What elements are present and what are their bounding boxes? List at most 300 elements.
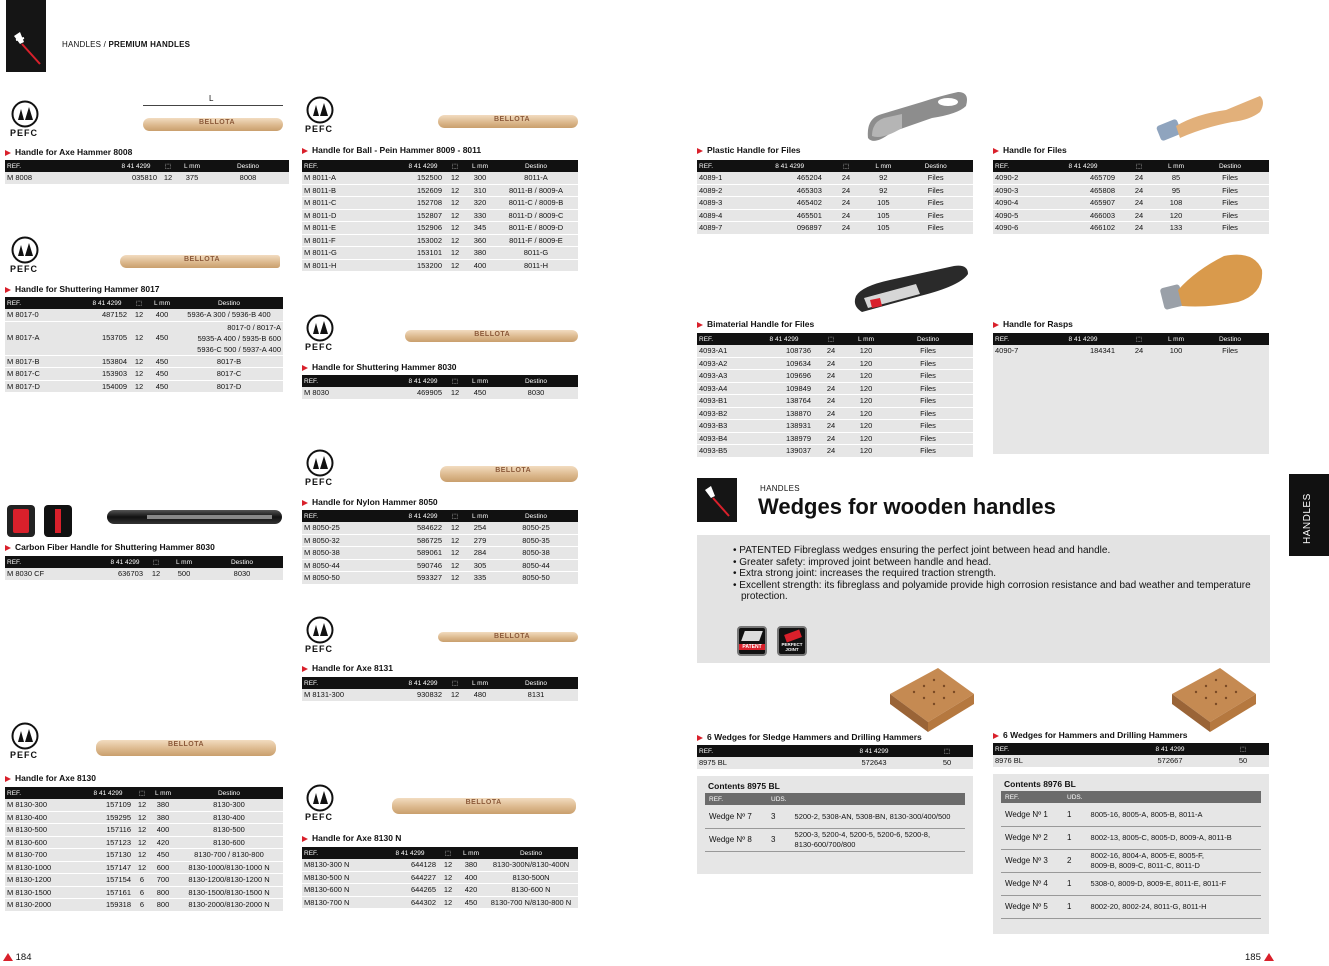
box-icon: ⬚ — [133, 787, 151, 799]
cell-length: 700 — [151, 874, 175, 887]
cell-qty: 12 — [133, 811, 151, 824]
cell-destino: Files — [883, 432, 973, 445]
table-row — [302, 222, 578, 235]
page-number-left: 184 — [3, 952, 32, 963]
contents-box — [993, 774, 1269, 934]
product-title: Handle for Axe Hammer 8008 — [5, 147, 132, 157]
handle-image: BELLOTA — [405, 330, 578, 342]
col-length: L mm — [167, 556, 201, 568]
cell-ref: 4089-4 — [697, 209, 755, 222]
cell-destino: Files — [1191, 345, 1269, 357]
cell-destino: Files — [898, 197, 973, 210]
cell-ean: 138931 — [755, 420, 813, 433]
cell-destino: 8011-G — [494, 247, 578, 260]
table-row — [5, 321, 283, 355]
cell-ref: M 8011-A — [302, 172, 402, 184]
category-icon-box — [6, 0, 46, 72]
cell-destino: 8011-D / 8009-C — [494, 209, 578, 222]
cell-qty: 24 — [1117, 172, 1161, 184]
cell-ref: 4093-A2 — [697, 357, 755, 370]
cell-qty: 12 — [444, 222, 466, 235]
cell-destino: Files — [883, 407, 973, 420]
pefc-tree-icon — [303, 96, 337, 124]
cell-length: 450 — [466, 387, 494, 399]
table-row — [5, 355, 283, 368]
box-icon: ⬚ — [444, 677, 466, 689]
cell-qty: 12 — [444, 172, 466, 184]
cell-qty: 12 — [145, 568, 167, 580]
cell-length: 800 — [151, 886, 175, 899]
cell-ean: 465303 — [755, 184, 823, 197]
cell-qty: 12 — [444, 559, 466, 572]
product-table — [302, 160, 578, 272]
cell-length: 310 — [466, 184, 494, 197]
col-length: L mm — [466, 375, 494, 387]
col-length: L mm — [458, 847, 484, 859]
product-title: Handle for Shuttering Hammer 8017 — [5, 284, 160, 294]
col-destino: Destino — [494, 677, 578, 689]
table-row — [697, 395, 973, 408]
cell-length: 108 — [1161, 197, 1191, 210]
cell-ean: 586725 — [402, 534, 444, 547]
cell-uds: 1 — [1063, 803, 1087, 826]
cell-ref: 4090-4 — [993, 197, 1049, 210]
cell-qty: 12 — [438, 884, 458, 897]
cell-ean: 035810 — [113, 172, 159, 184]
cell-ref: M 8050-32 — [302, 534, 402, 547]
cell-ref: 4093-A1 — [697, 345, 755, 357]
cell-ref: 4090-2 — [993, 172, 1049, 184]
cell-wedge: Wedge Nº 2 — [1001, 826, 1063, 849]
cell-ref: 4089-7 — [697, 222, 755, 235]
cell-ean: 159318 — [83, 899, 133, 912]
cell-destino: 8130-1200/8130-1200 N — [175, 874, 283, 887]
bellota-logo-icon — [1264, 953, 1274, 961]
cell-ref: M 8011-C — [302, 197, 402, 210]
cell-ref: M 8011-E — [302, 222, 402, 235]
table-row — [302, 534, 578, 547]
cell-destino: Files — [898, 172, 973, 184]
cell-compatible: 5200-3, 5200-4, 5200-5, 5200-6, 5200-8, 8130-600/700/800 — [791, 828, 965, 851]
col-length: L mm — [466, 160, 494, 172]
table-row — [302, 559, 578, 572]
dimension-line: L — [143, 102, 283, 110]
wedge-product-table — [697, 745, 973, 770]
cell-ean: 157147 — [83, 861, 133, 874]
pefc-logo — [303, 96, 343, 136]
cell-destino: 8130-2000/8130-2000 N — [175, 899, 283, 912]
cell-ref: 4093-B3 — [697, 420, 755, 433]
cell-ean: 584622 — [402, 522, 444, 534]
cell-length: 120 — [849, 370, 883, 383]
table-row — [302, 172, 578, 184]
cell-compatible: 5200-2, 5308-AN, 5308-BN, 8130-300/400/500 — [791, 805, 965, 828]
col-ref: REF. — [5, 160, 113, 172]
cell-uds: 1 — [1063, 872, 1087, 895]
col-ean: 8 41 4299 — [402, 160, 444, 172]
table-row — [302, 859, 578, 871]
cell-qty: 24 — [813, 395, 849, 408]
col-ref: REF. — [697, 160, 755, 172]
cell-wedge: Wedge Nº 7 — [705, 805, 767, 828]
cell-qty: 12 — [444, 689, 466, 701]
table-row — [302, 547, 578, 560]
product-title: Handle for Axe 8131 — [302, 663, 393, 673]
cell-destino: 8017-0 / 8017-A 5935-A 400 / 5935-B 600 5936-C 500 / 5937-A 400 — [175, 321, 283, 355]
col-length: L mm — [151, 787, 175, 799]
table-row — [302, 572, 578, 585]
cell-length: 420 — [458, 884, 484, 897]
cell-qty: 12 — [129, 368, 149, 381]
pefc-tree-icon — [303, 784, 337, 812]
cell-ean: 644265 — [382, 884, 438, 897]
cell-destino: 8130-1000/8130-1000 N — [175, 861, 283, 874]
cell-qty: 12 — [444, 259, 466, 272]
cell-ref: M 8030 — [302, 387, 402, 399]
cell-length: 105 — [868, 222, 898, 235]
cell-ref: 4093-B4 — [697, 432, 755, 445]
wedge-product-table — [993, 743, 1269, 768]
cell-destino: 8050-35 — [494, 534, 578, 547]
cell-qty: 12 — [133, 861, 151, 874]
cell-ref: M 8008 — [5, 172, 113, 184]
plastic-file-handle-image — [862, 88, 972, 148]
col-ref: REF. — [302, 375, 402, 387]
cell-ean: 465808 — [1049, 184, 1117, 197]
table-row — [697, 184, 973, 197]
box-icon: ⬚ — [444, 375, 466, 387]
cell-ean: 157130 — [83, 849, 133, 862]
cell-length: 450 — [149, 321, 175, 355]
product-table — [5, 556, 283, 581]
cell-length: 375 — [177, 172, 207, 184]
cell-length: 800 — [151, 899, 175, 912]
box-icon: ⬚ — [145, 556, 167, 568]
col-ref: REF. — [697, 333, 755, 345]
table-row — [5, 886, 283, 899]
feature-item: • Greater safety: improved joint between handle and head. — [733, 557, 1253, 569]
cell-length: 400 — [149, 309, 175, 321]
cell-qty: 12 — [444, 547, 466, 560]
box-icon: ⬚ — [1117, 160, 1161, 172]
col-ean: 8 41 4299 — [83, 787, 133, 799]
col-ean: 8 41 4299 — [402, 510, 444, 522]
cell-qty: 12 — [444, 522, 466, 534]
table-row — [993, 209, 1269, 222]
cell-length: 330 — [466, 209, 494, 222]
col-ref: REF. — [5, 297, 85, 309]
cell-ean: 109849 — [755, 382, 813, 395]
cell-destino: 8130-600 — [175, 836, 283, 849]
cell-length: 400 — [466, 259, 494, 272]
product-title: Handle for Axe 8130 — [5, 773, 96, 783]
cell-ean: 644302 — [382, 896, 438, 909]
pefc-tree-icon — [8, 722, 42, 750]
cell-qty: 24 — [824, 209, 868, 222]
cell-ref: M 8011-B — [302, 184, 402, 197]
cell-ref: M 8050-50 — [302, 572, 402, 585]
cell-qty: 24 — [813, 420, 849, 433]
table-row — [5, 861, 283, 874]
cell-destino: 8131 — [494, 689, 578, 701]
cell-ean: 157161 — [83, 886, 133, 899]
pefc-tree-icon — [8, 100, 42, 128]
box-icon: ⬚ — [824, 160, 868, 172]
cell-length: 120 — [849, 382, 883, 395]
side-tab-handles[interactable]: HANDLES — [1289, 474, 1329, 556]
cell-ref: M 8130-1200 — [5, 874, 83, 887]
product-table — [302, 510, 578, 585]
cell-ref: M 8130-1000 — [5, 861, 83, 874]
table-row — [5, 811, 283, 824]
cell-destino: 8017-D — [175, 380, 283, 393]
table-row — [697, 370, 973, 383]
cell-ref: 4093-B5 — [697, 445, 755, 458]
cell-compatible: 8002-13, 8005-C, 8005-D, 8009-A, 8011-B — [1087, 826, 1261, 849]
table-row — [5, 799, 283, 811]
patent-badge: PATENT — [737, 626, 767, 656]
box-icon: ⬚ — [1217, 743, 1269, 755]
cell-destino: 8011-F / 8009-E — [494, 234, 578, 247]
cell-destino: Files — [1191, 209, 1269, 222]
cell-qty: 12 — [444, 572, 466, 585]
handle-image: BELLOTA — [120, 255, 280, 268]
cell-ean: 139037 — [755, 445, 813, 458]
cell-qty: 24 — [1117, 209, 1161, 222]
table-row — [5, 874, 283, 887]
col-ref: REF. — [302, 160, 402, 172]
cell-destino: 8130-500 — [175, 824, 283, 837]
product-table — [697, 333, 973, 458]
cell-ean: 154009 — [85, 380, 129, 393]
cell-qty: 12 — [444, 534, 466, 547]
cell-ean: 138979 — [755, 432, 813, 445]
cell-ref: M 8017-C — [5, 368, 85, 381]
table-row — [5, 836, 283, 849]
pefc-logo — [303, 449, 343, 489]
col-ref: REF. — [302, 847, 382, 859]
cell-ean: 152708 — [402, 197, 444, 210]
cell-destino: 8011-H — [494, 259, 578, 272]
box-icon: ⬚ — [444, 510, 466, 522]
cell-qty: 24 — [1117, 184, 1161, 197]
cell-compatible: 8005-16, 8005-A, 8005-B, 8011-A — [1087, 803, 1261, 826]
cell-ref: M8130-600 N — [302, 884, 382, 897]
cell-ean: 487152 — [85, 309, 129, 321]
cell-length: 120 — [849, 432, 883, 445]
cell-ref: M 8017-A — [5, 321, 85, 355]
cell-destino: 8130-700 N/8130-800 N — [484, 896, 578, 909]
col-ref: REF. — [5, 556, 105, 568]
cell-length: 254 — [466, 522, 494, 534]
cell-destino: 8130-600 N — [484, 884, 578, 897]
handle-image: BELLOTA — [392, 798, 576, 814]
col-ref: REF. — [302, 677, 402, 689]
cell-qty: 24 — [813, 432, 849, 445]
col-ref: REF. — [302, 510, 402, 522]
pefc-label: PEFC — [10, 750, 39, 760]
cell-length: 400 — [458, 871, 484, 884]
col-ean: 8 41 4299 — [402, 375, 444, 387]
pefc-label: PEFC — [10, 128, 39, 138]
cell-destino: Files — [883, 382, 973, 395]
contents-row — [1001, 849, 1261, 872]
cell-ref: M 8011-F — [302, 234, 402, 247]
cell-destino: Files — [1191, 197, 1269, 210]
cell-length: 335 — [466, 572, 494, 585]
cell-destino: 8130-500N — [484, 871, 578, 884]
cell-destino: Files — [898, 184, 973, 197]
cell-qty: 24 — [824, 184, 868, 197]
col-uds: UDS. — [767, 793, 791, 805]
cell-ref: M 8050-38 — [302, 547, 402, 560]
contents-table — [705, 793, 965, 852]
cell-qty: 6 — [133, 874, 151, 887]
table-row — [302, 234, 578, 247]
cell-ean: 152807 — [402, 209, 444, 222]
handle-icon — [6, 0, 46, 72]
cell-qty: 24 — [813, 345, 849, 357]
col-ref: REF. — [697, 745, 827, 757]
table-row — [697, 172, 973, 184]
wedges-icon-box — [697, 478, 737, 522]
cell-ean: 108736 — [755, 345, 813, 357]
cell-length: 480 — [466, 689, 494, 701]
cell-destino: 8130-300 — [175, 799, 283, 811]
cell-ean: 138870 — [755, 407, 813, 420]
product-table — [302, 677, 578, 702]
box-icon: ⬚ — [444, 160, 466, 172]
col-compat — [791, 793, 965, 805]
cell-length: 120 — [849, 395, 883, 408]
cell-wedge: Wedge Nº 4 — [1001, 872, 1063, 895]
product-table — [302, 847, 578, 909]
table-row — [302, 209, 578, 222]
wedge-set-image — [884, 664, 980, 736]
col-ean: 8 41 4299 — [113, 160, 159, 172]
table-row — [697, 382, 973, 395]
pefc-logo — [303, 616, 343, 656]
cell-ean: 465907 — [1049, 197, 1117, 210]
cell-destino: 8050-50 — [494, 572, 578, 585]
cell-uds: 2 — [1063, 849, 1087, 872]
cell-ref: 4089-2 — [697, 184, 755, 197]
cell-destino: 8011-C / 8009-B — [494, 197, 578, 210]
cell-ref: M 8130-300 — [5, 799, 83, 811]
cell-qty: 12 — [129, 309, 149, 321]
table-row — [5, 172, 289, 184]
col-destino: Destino — [201, 556, 283, 568]
table-row — [302, 247, 578, 260]
cell-ean: 466003 — [1049, 209, 1117, 222]
cell-qty: 12 — [444, 184, 466, 197]
cell-destino: Files — [883, 445, 973, 458]
contents-row — [1001, 803, 1261, 826]
feature-list — [733, 545, 1253, 603]
cell-qty: 6 — [133, 899, 151, 912]
box-icon: ⬚ — [813, 333, 849, 345]
cell-length: 105 — [868, 209, 898, 222]
pefc-tree-icon — [303, 449, 337, 477]
cell-length: 450 — [151, 849, 175, 862]
cell-destino: Files — [1191, 172, 1269, 184]
col-ref: REF. — [705, 793, 767, 805]
cell-ean: 590746 — [402, 559, 444, 572]
pefc-label: PEFC — [305, 124, 334, 134]
table-row: 8975 BL 572643 50 — [697, 757, 973, 769]
cell-qty: 12 — [133, 836, 151, 849]
cell-ean: 157116 — [83, 824, 133, 837]
cell-ref: 4089-1 — [697, 172, 755, 184]
col-ean: 8 41 4299 — [402, 677, 444, 689]
handle-image: BELLOTA — [440, 466, 578, 482]
col-length: L mm — [868, 160, 898, 172]
product-table — [993, 160, 1269, 235]
cell-length: 360 — [466, 234, 494, 247]
cell-qty: 24 — [1117, 197, 1161, 210]
col-length: L mm — [466, 677, 494, 689]
table-filler — [993, 357, 1269, 454]
col-length: L mm — [177, 160, 207, 172]
cell-qty: 12 — [444, 234, 466, 247]
cell-qty: 24 — [813, 445, 849, 458]
table-row — [993, 184, 1269, 197]
cell-length: 400 — [151, 824, 175, 837]
col-ean: 8 41 4299 — [1049, 160, 1117, 172]
product-title: Bimaterial Handle for Files — [697, 319, 814, 329]
pefc-logo — [8, 236, 48, 276]
cell-destino: Files — [883, 357, 973, 370]
cell-length: 300 — [466, 172, 494, 184]
carbon-fiber-detail-image — [44, 505, 72, 537]
cell-qty: 24 — [824, 222, 868, 235]
wedges-info-box — [697, 535, 1270, 663]
cell-ean: 096897 — [755, 222, 823, 235]
table-row — [697, 445, 973, 458]
cell-length: 450 — [149, 380, 175, 393]
col-destino: Destino — [1191, 333, 1269, 345]
product-title: Plastic Handle for Files — [697, 145, 801, 155]
cell-ean: 153903 — [85, 368, 129, 381]
pefc-logo — [8, 722, 48, 762]
col-length: L mm — [1161, 333, 1191, 345]
cell-length: 120 — [1161, 209, 1191, 222]
rasp-handle-image — [1160, 250, 1266, 316]
cell-ref: 4093-A4 — [697, 382, 755, 395]
cell-destino: Files — [1191, 222, 1269, 235]
cell-length: 600 — [151, 861, 175, 874]
cell-wedge: Wedge Nº 8 — [705, 828, 767, 851]
cell-ean: 157154 — [83, 874, 133, 887]
table-row — [993, 197, 1269, 210]
cell-ref: M 8011-D — [302, 209, 402, 222]
cell-length: 450 — [149, 368, 175, 381]
cell-qty: 12 — [444, 197, 466, 210]
carbon-fiber-detail-image — [7, 505, 35, 537]
table-row — [302, 387, 578, 399]
product-table — [5, 160, 289, 185]
col-destino: Destino — [494, 160, 578, 172]
box-icon: ⬚ — [129, 297, 149, 309]
contents-title: Contents 8976 BL — [1004, 779, 1076, 789]
table-row — [993, 172, 1269, 184]
cell-length: 284 — [466, 547, 494, 560]
product-title: Handle for Axe 8130 N — [302, 833, 401, 843]
cell-ref: M 8050-25 — [302, 522, 402, 534]
cell-ref: M8130-500 N — [302, 871, 382, 884]
col-length: L mm — [1161, 160, 1191, 172]
wedge-set-image — [1166, 664, 1262, 736]
